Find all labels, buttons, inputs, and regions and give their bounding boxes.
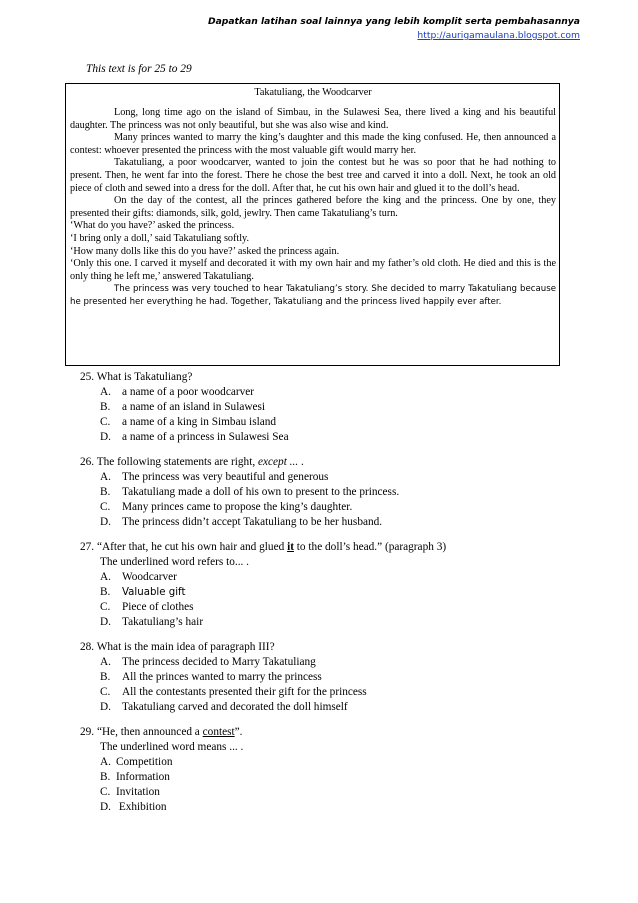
question-26 [80,455,580,530]
passage-box [65,83,560,366]
option-text: Takatuliang made a doll of his own to present to the princess. [122,486,400,498]
answer-option[interactable] [80,400,580,415]
question-list [80,370,580,825]
question-stem: 28. What is the main idea of paragraph III? [80,641,275,653]
option-letter: A. [100,571,111,583]
question-stem [80,725,580,740]
passage-dialogue: ‘How many dolls like this do you have?’ asked the princess again. [70,245,340,257]
answer-option[interactable] [80,770,580,785]
option-text: a name of a poor woodcarver [122,386,255,398]
option-letter: D. [100,431,111,443]
option-letter: A. [100,471,111,483]
answer-option[interactable] [80,415,580,430]
option-text: Information [116,771,170,783]
page-header [208,15,580,43]
passage-paragraph: The princess was very touched to hear Takatuliang’s story. She decided to marry Takatuliang because he presented her everything he had. Together, Takatuliang and the princess lived happily ever after. [70,284,556,307]
underlined-word: it [287,541,294,553]
underlined-word: contest [202,726,235,738]
question-28 [80,640,580,715]
passage-paragraph: Many princes wanted to marry the king’s daughter and this made the king confused. He, then announced a contest: whoever presented the princess with the most valuable gift would marry her. [70,132,556,156]
answer-option[interactable] [80,485,580,500]
question-stem [80,540,580,555]
option-text: a name of an island in Sulawesi [122,401,266,413]
passage-paragraph: On the day of the contest, all the princes gathered before the king and the princess. One by one, they presented their gifts: diamonds, silk, gold, jewlry. Then came Takatuliang’s turn. [70,195,556,219]
option-letter: A. [100,386,111,398]
option-text: Competition [116,756,173,768]
answer-option[interactable] [80,785,580,800]
option-text: The princess was very beautiful and generous [122,471,329,483]
option-text: Piece of clothes [122,601,194,613]
passage-dialogue: ‘I bring only a doll,’ said Takatuliang softly. [70,232,250,244]
stem-except: except ... [258,456,299,468]
stem-text: 26. The following statements are right, [80,456,256,468]
option-letter: D. [100,616,111,628]
option-text: Takatuliang’s hair [122,616,204,628]
option-text: Many princes came to propose the king’s daughter. [122,501,353,513]
passage-title: Takatuliang, the Woodcarver [254,87,372,98]
answer-option[interactable] [80,600,580,615]
option-letter: A. [100,656,111,668]
answer-option[interactable] [80,615,580,630]
stem-text: 27. “After that, he cut his own hair and glued [80,541,288,553]
question-prompt: The underlined word means ... . [100,741,244,753]
option-letter: B. [100,586,111,598]
option-letter: C. [100,786,111,798]
question-29 [80,725,580,815]
option-letter: B. [100,486,111,498]
stem-text: 29. “He, then announced a [80,726,203,738]
option-text: a name of a king in Simbau island [122,416,277,428]
answer-option[interactable] [80,385,580,400]
option-text: The princess didn’t accept Takatuliang to be her husband. [122,516,383,528]
option-letter: D. [100,801,111,813]
answer-option[interactable] [80,655,580,670]
answer-option[interactable] [80,470,580,485]
question-stem [80,455,580,470]
option-text: Woodcarver [122,571,177,583]
option-letter: B. [100,401,111,413]
answer-option[interactable] [80,585,580,600]
option-letter: D. [100,516,111,528]
answer-option[interactable] [80,500,580,515]
option-letter: D. [100,701,111,713]
stem-text: ”. [234,726,243,738]
option-letter: C. [100,686,111,698]
header-url-link[interactable]: http://aurigamaulana.blogspot.com [417,30,580,41]
option-letter: B. [100,771,111,783]
question-25 [80,370,580,445]
option-text: The princess decided to Marry Takatuliang [122,656,316,668]
option-letter: B. [100,671,111,683]
answer-option[interactable] [80,570,580,585]
stem-end: . [298,456,304,468]
answer-option[interactable] [80,700,580,715]
answer-option[interactable] [80,800,580,815]
option-text: All the contestants presented their gift for the princess [122,686,367,698]
answer-option[interactable] [80,515,580,530]
option-letter: C. [100,416,111,428]
option-letter: A. [100,756,111,768]
option-text: Valuable gift [122,587,186,598]
passage-dialogue: ‘What do you have?’ asked the princess. [70,220,235,232]
answer-option[interactable] [80,670,580,685]
option-text: Invitation [116,786,160,798]
option-text: a name of a princess in Sulawesi Sea [122,431,289,443]
question-27 [80,540,580,630]
question-prompt: The underlined word refers to... . [100,556,250,568]
passage-dialogue: ‘Only this one. I carved it myself and decorated it with my own hair and my father’s old cloth. He died and this is the only thing he left me,’ answered Takatuliang. [70,258,556,282]
answer-option[interactable] [80,755,580,770]
option-text: All the princes wanted to marry the princess [122,671,322,683]
header-tagline: Dapatkan latihan soal lainnya yang lebih komplit serta pembahasannya [207,16,580,27]
answer-option[interactable] [80,685,580,700]
passage-paragraph: Long, long time ago on the island of Simbau, in the Sulawesi Sea, there lived a king and his beautiful daughter. The princess was not only beautiful, but she was also wise and kind. [70,107,556,131]
answer-option[interactable] [80,430,580,445]
option-text: Takatuliang carved and decorated the doll himself [122,701,348,713]
stem-text: to the doll’s head.” (paragraph 3) [293,541,447,553]
passage-intro: This text is for 25 to 29 [86,63,192,75]
option-text: Exhibition [116,801,167,813]
option-letter: C. [100,501,111,513]
question-stem: 25. What is Takatuliang? [80,371,193,383]
option-letter: C. [100,601,111,613]
passage-paragraph: Takatuliang, a poor woodcarver, wanted to join the contest but he was so poor that he had nothing to present. Then, he went far into the forest. There he chose the best tree and carved it into a doll. Next, he took an old piece of cloth and sewed into a dress for the doll. After that, he cut his own hair and glued it to the doll’s head. [70,157,556,194]
